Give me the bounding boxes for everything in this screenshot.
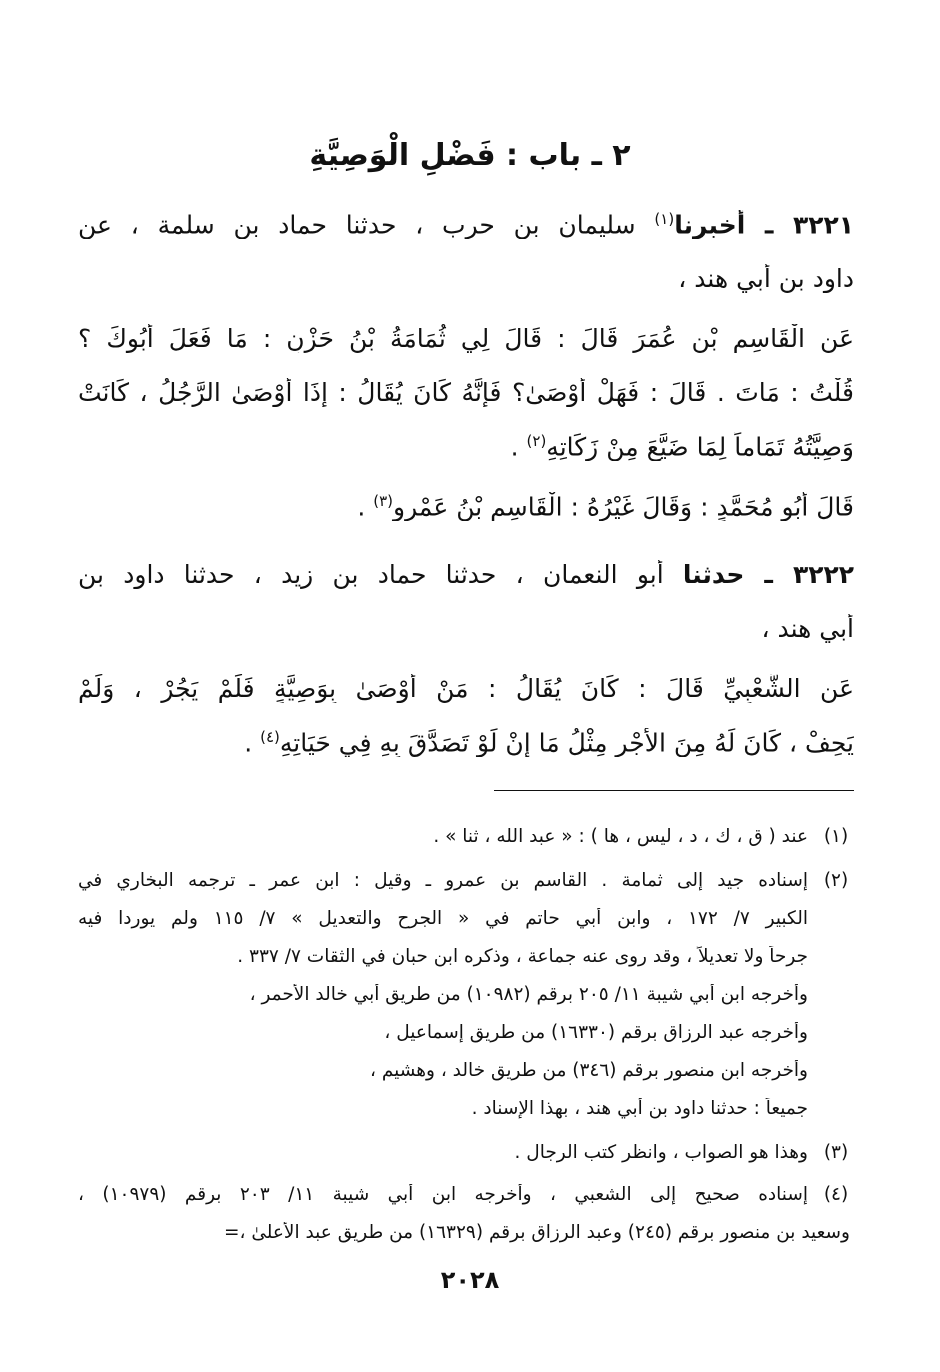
footnote-marker: (١) [654,210,675,228]
hadith-3222-matn-line-2 [78,728,854,757]
footnote-1-number: (١) [823,826,849,847]
period: . [357,492,366,522]
hadith-3221-matn-line-1: عَنِ الْقَاسِمِ بْنِ عُمَرَ قَالَ : قَالَ لِي ثُمَامَةُ بْنُ حَزْنٍ : مَا فَعَلَ أَبُوكَ ؟ [78,324,854,353]
chapter-title: ٢ ـ باب : فَضْلِ الْوَصِيَّةِ [309,138,631,173]
period: . [244,728,253,758]
page-number: ٢٠٢٨ [440,1266,500,1294]
footnote-2-number: (٢) [823,870,849,891]
hadith-3222-isnad-line-2: أبي هند ، [761,614,854,643]
matn-text: يَحِفْ ، كَانَ لَهُ مِنَ الأَجْرِ مِثْلُ مَا إِنْ لَوْ تَصَدَّقَ بِهِ فِي حَيَاتِهِ [279,728,854,758]
hadith-3221-matn-line-2: قُلْتُ : مَاتَ . قَالَ : فَهَلْ أَوْصَىٰ؟ فَإِنَّهُ كَانَ يُقَالُ : إِذَا أَوْصَىٰ الرَّجُلُ ، كَانَتْ [78,378,854,407]
footnote-2-line: إسناده جيد إلى ثمامة . القاسم بن عمرو ـ وقيل : ابن عمر ـ ترجمه البخاري في [78,870,808,891]
hadith-3221-isnad-line-2: داود بن أبي هند ، [678,264,854,293]
footnote-4-line: وسعيد بن منصور برقم (٢٤٥) وعبد الرزاق برقم (١٦٣٢٩) من طريق عبد الأعلىٰ ،= [223,1222,850,1243]
footnote-marker: (٤) [260,728,280,746]
footnote-2-line: وأخرجه عبد الرزاق برقم (١٦٣٣٠) من طريق إسماعيل ، [384,1022,808,1043]
footnote-3-text: وهذا هو الصواب ، وانظر كتب الرجال . [514,1142,808,1163]
period: . [510,432,519,462]
hadith-3221-isnad-line-1 [78,210,854,239]
footnote-2-line: وأخرجه ابن منصور برقم (٣٤٦) من طريق خالد ، وهشيم ، [370,1060,808,1081]
hadith-number: ٣٢٢١ ـ أخبرنا [674,210,854,240]
hadith-3222-isnad-line-1 [78,560,854,589]
footnote-marker: (٢) [526,432,547,450]
footnote-4-number: (٤) [823,1184,849,1205]
footnote-marker: (٣) [373,492,394,510]
footnote-divider [494,790,854,791]
footnote-1-text: عند ( ق ، ك ، د ، ليس ، ها ) : « عبد الله ، ثنا » . [433,826,808,847]
footnote-2-line: جميعاً : حدثنا داود بن أبي هند ، بهذا الإسناد . [471,1098,808,1119]
footnote-4-line: إسناده صحيح إلى الشعبي ، وأخرجه ابن أبي شيبة ١١/ ٢٠٣ برقم (١٠٩٧٩) ، [78,1184,808,1205]
hadith-3222-matn-line-1: عَنِ الشَّعْبِيِّ قَالَ : كَانَ يُقَالُ : مَنْ أَوْصَىٰ بِوَصِيَّةٍ فَلَمْ يَجُرْ ، وَلَمْ [78,674,854,703]
hadith-3221-matn-line-3 [78,432,854,461]
footnote-2-line: الكبير ٧/ ١٧٢ ، وابن أبي حاتم في « الجرح والتعديل » ٧/ ١١٥ ولم يوردا فيه [78,908,808,929]
footnote-2-line: جرحاً ولا تعديلاً ، وقد روى عنه جماعة ، وذكره ابن حبان في الثقات ٧/ ٣٣٧ . [237,946,808,967]
note-text: قَالَ أَبُو مُحَمَّدٍ : وَقَالَ غَيْرُهُ : الْقَاسِمِ بْنُ عَمْرٍو [393,492,854,522]
matn-text: وَصِيَّتُهُ تَمَاماً لِمَا ضَيَّعَ مِنْ زَكَاتِهِ [546,432,854,462]
hadith-number: ٣٢٢٢ ـ حدثنا [682,560,854,589]
isnad-text: سليمان بن حرب ، حدثنا حماد بن سلمة ، عن [78,210,636,240]
hadith-3221-note-line [78,492,854,521]
isnad-text: أبو النعمان ، حدثنا حماد بن زيد ، حدثنا داود بن [78,560,664,589]
footnote-3-number: (٣) [823,1142,849,1163]
footnote-2-line: وأخرجه ابن أبي شيبة ١١/ ٢٠٥ برقم (١٠٩٨٢) من طريق أبي خالد الأحمر ، [249,984,808,1005]
